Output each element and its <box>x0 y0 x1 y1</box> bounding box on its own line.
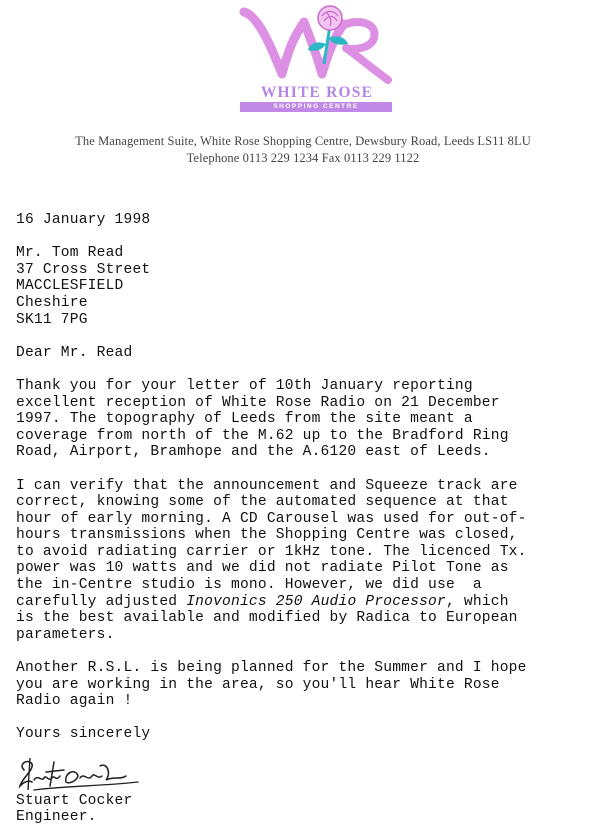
line-prefix: carefully adjusted <box>16 593 187 610</box>
letter-date: 16 January 1998 <box>16 212 151 228</box>
signer-title: Engineer. <box>16 809 97 826</box>
paragraph-line: hours transmissions when the Shopping Centre was closed, <box>16 527 518 544</box>
recipient-county: Cheshire <box>16 294 88 311</box>
logo-subtext: SHOPPING CENTRE <box>240 102 392 112</box>
paragraph-line: excellent reception of White Rose Radio on 21 December <box>16 394 500 411</box>
line-suffix: , which <box>445 593 509 610</box>
recipient-street: 37 Cross Street <box>16 261 151 278</box>
processor-name: Inovonics 250 Audio Processor <box>186 593 446 610</box>
paragraph-line: to avoid radiating carrier or 1kHz tone. The licenced Tx. <box>16 543 527 560</box>
paragraph-line: Another R.S.L. is being planned for the Summer and I hope <box>16 660 527 677</box>
letterhead-address: The Management Suite, White Rose Shopping Centre, Dewsbury Road, Leeds LS11 8LU <box>75 134 531 148</box>
recipient-name: Mr. Tom Read <box>16 245 124 262</box>
rose-icon <box>318 6 342 30</box>
closing: Yours sincerely <box>16 726 151 743</box>
recipient-town: MACCLESFIELD <box>16 278 124 295</box>
paragraph-line: you are working in the area, so you'll hear White Rose <box>16 676 500 693</box>
paragraph-line <box>16 594 601 611</box>
paragraph-line: hour of early morning. A CD Carousel was used for out-of- <box>16 510 527 527</box>
letterhead-phone: Telephone 0113 229 1234 Fax 0113 229 1122 <box>186 151 420 165</box>
paragraph-line: coverage from north of the M.62 up to the Bradford Ring <box>16 427 509 444</box>
paragraph-line: Road, Airport, Bramhope and the A.6120 east of Leeds. <box>16 444 491 461</box>
paragraph-line: is the best available and modified by Radica to European <box>16 610 518 627</box>
letter-body <box>16 212 601 826</box>
salutation: Dear Mr. Read <box>16 344 133 361</box>
recipient-postcode: SK11 7PG <box>16 311 88 328</box>
paragraph-line: Radio again ! <box>16 693 133 710</box>
paragraph-line: correct, knowing some of the automated sequence at that <box>16 494 509 511</box>
paragraph-line: power was 10 watts and we did not radiate Pilot Tone as <box>16 560 509 577</box>
logo-wordmark: WHITE ROSE <box>260 84 374 101</box>
paragraph-line: the in-Centre studio is mono. However, we did use a <box>16 577 482 594</box>
signer-name: Stuart Cocker <box>16 792 133 809</box>
handwritten-signature <box>14 752 144 800</box>
paragraph-line: 1997. The topography of Leeds from the site meant a <box>16 411 473 428</box>
paragraph-line: Thank you for your letter of 10th January reporting <box>16 377 473 394</box>
paragraph-line: parameters. <box>16 626 115 643</box>
paragraph-line: I can verify that the announcement and Squeeze track are <box>16 477 518 494</box>
